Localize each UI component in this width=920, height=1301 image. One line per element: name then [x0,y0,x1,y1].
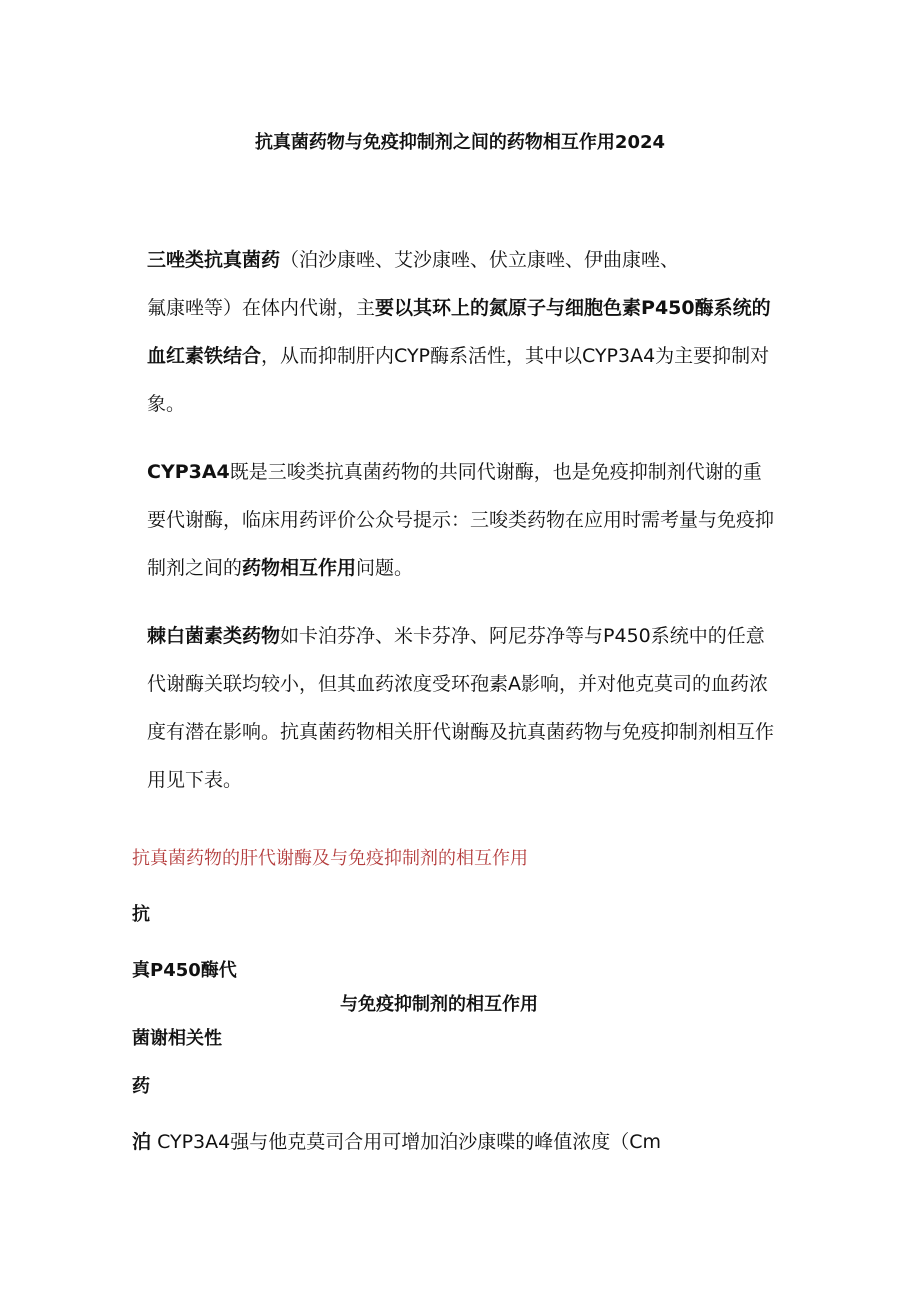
table-header-col1-line4: 药 [132,1076,150,1097]
table-header-col2: 与免疫抑制剂的相互作用 [340,994,538,1015]
paragraph-text: 氟康唑等）在体内代谢，主 [147,297,376,319]
bold-term-interaction: 药物相互作用 [242,557,357,579]
paragraph-echinocandins [147,612,777,804]
table-cell-drug: 泊 [132,1131,152,1153]
table-header-col1-line1: 抗 [132,904,150,925]
table-caption: 抗真菌药物的肝代谢酶及与免疫抑制剂的相互作用 [132,848,528,869]
paragraph-text: ，从而抑制肝内CYP酶系活性，其中以CYP3A4为主要抑制对象。 [147,345,770,415]
bold-term-echinocandins: 棘白菌素类药物 [147,625,281,647]
bold-term-cyp3a4: CYP3A4 [147,461,230,483]
table-row [132,1128,661,1156]
paragraph-triazoles [147,236,777,428]
paragraph-text: 既是三唆类抗真菌药物的共同代谢酶，也是免疫抑制剂代谢的重要代谢酶，临床用药评价公众号提示：三唆类药物在应用时需考量与免疫抑制剂之间的 [147,461,775,579]
paragraph-text: 如卡泊芬净、米卡芬净、阿尼芬净等与P450系统中的任意代谢酶关联均较小，但其血药浓度受环孢素A影响，并对他克莫司的血药浓度有潜在影响。抗真菌药物相关肝代谢酶及抗真菌药物与免疫抑制剂相互作用见下表。 [147,625,775,791]
table-header-col1-line2: 真P450酶代 [132,960,237,981]
bold-mechanism: 要以其环上的氮原子与细胞色素P450酶系统的血红素铁结合 [147,297,771,367]
paragraph-text: 问题。 [356,557,414,579]
table-cell-interaction: CYP3A4强与他克莫司合用可增加泊沙康喋的峰值浓度（Cm [157,1131,662,1153]
table-header-col1-line3: 菌谢相关性 [132,1028,222,1049]
document-title: 抗真菌药物与免疫抑制剂之间的药物相互作用2024 [254,132,666,153]
bold-term-triazoles: 三唑类抗真菌药 [147,249,281,271]
paragraph-text: （泊沙康唑、艾沙康唑、伏立康唑、伊曲康唑、 [280,249,680,271]
paragraph-cyp3a4 [147,448,777,592]
